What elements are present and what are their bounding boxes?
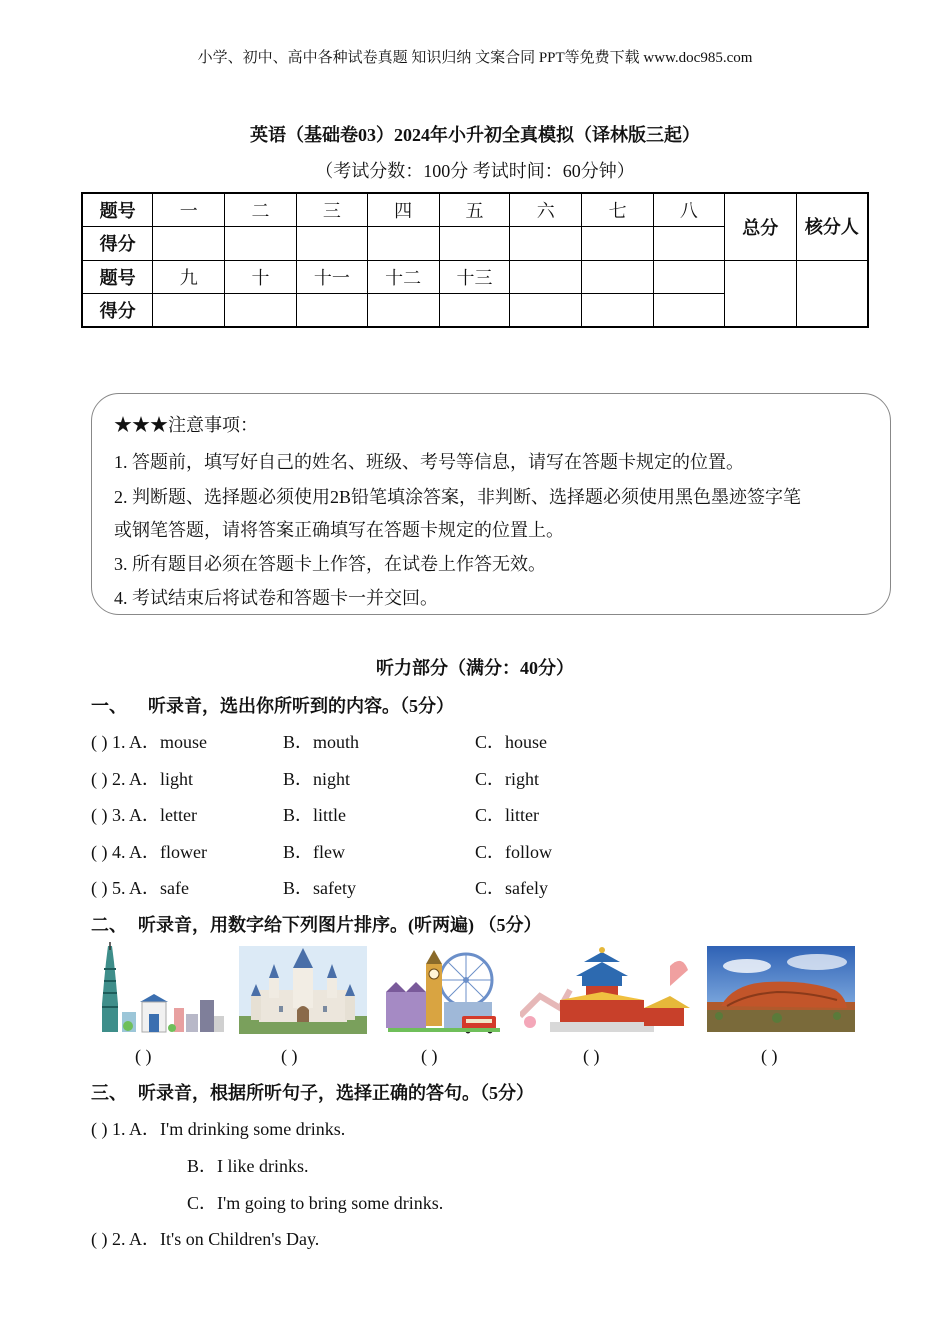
order-blank-5[interactable]: ( ) [761, 1046, 778, 1066]
score-cell[interactable] [225, 293, 297, 327]
exam-subtitle: （考试分数：100分 考试时间：60分钟） [315, 161, 635, 181]
qnum-cell: 十 [225, 260, 297, 293]
score-cell[interactable] [510, 226, 582, 260]
order-blank-2[interactable]: ( ) [281, 1046, 298, 1066]
score-cell[interactable] [510, 293, 582, 327]
score-cell[interactable] [439, 293, 510, 327]
section3-question-2: ( ) 2. A．It's on Children's Day. [91, 1229, 320, 1249]
score-cell[interactable] [582, 293, 654, 327]
notice-line: 3. 所有题目必须在答题卡上作答，在试卷上作答无效。 [114, 554, 546, 574]
order-blank-4[interactable]: ( ) [583, 1046, 600, 1066]
notice-line: 4. 考试结束后将试卷和答题卡一并交回。 [114, 588, 438, 608]
taipei-skyline-image [94, 942, 224, 1034]
score-cell[interactable] [296, 226, 367, 260]
order-blank-1[interactable]: ( ) [135, 1046, 152, 1066]
qnum-cell: 四 [367, 193, 439, 226]
qnum-cell: 八 [654, 193, 725, 226]
section3-number: 三、 [91, 1083, 127, 1103]
question-5: ( ) 5. A．safe [91, 878, 189, 898]
option-c: C．house [475, 732, 547, 752]
option-b: B．night [283, 769, 351, 789]
score-cell[interactable] [153, 226, 225, 260]
notice-line: 2. 判断题、选择题必须使用2B铅笔填涂答案，非判断、选择题必须使用黑色墨迹签字笔 [114, 487, 802, 507]
uluru-image [707, 946, 855, 1032]
checker-cell[interactable] [796, 260, 868, 327]
score-table [81, 192, 869, 328]
qnum-cell: 十三 [439, 260, 510, 293]
checker-label: 核分人 [796, 193, 868, 260]
score-label: 得分 [82, 226, 153, 260]
order-blank-3[interactable]: ( ) [421, 1046, 438, 1066]
option-c: C．right [475, 769, 540, 789]
score-label: 得分 [82, 293, 153, 327]
london-image [382, 946, 506, 1034]
section3-title: 听录音，根据所听句子，选择正确的答句。（5分） [138, 1083, 534, 1103]
total-score-cell[interactable] [724, 260, 796, 327]
question-2: ( ) 2. A．light [91, 769, 193, 789]
qnum-cell [654, 260, 725, 293]
question-4: ( ) 4. A．flower [91, 842, 207, 862]
option-c: C．follow [475, 842, 553, 862]
qnum-cell: 二 [225, 193, 297, 226]
qnum-cell: 六 [510, 193, 582, 226]
score-cell[interactable] [296, 293, 367, 327]
section2-title: 听录音，用数字给下列图片排序。(听两遍) （5分） [138, 915, 542, 935]
section3-question-1: ( ) 1. A．I'm drinking some drinks. [91, 1119, 346, 1139]
qnum-label: 题号 [82, 260, 153, 293]
option-b: B．little [283, 805, 346, 825]
beijing-image [520, 946, 690, 1034]
qnum-cell: 十二 [367, 260, 439, 293]
section3-q1-option-b: B．I like drinks. [187, 1156, 309, 1176]
qnum-label: 题号 [82, 193, 153, 226]
score-cell[interactable] [439, 226, 510, 260]
qnum-cell: 九 [153, 260, 225, 293]
notice-line: 或钢笔答题，请将答案正确填写在答题卡规定的位置上。 [114, 520, 564, 540]
qnum-cell [510, 260, 582, 293]
question-3: ( ) 3. A．letter [91, 805, 197, 825]
total-label: 总分 [724, 193, 796, 260]
section3-q1-option-c: C．I'm going to bring some drinks. [187, 1193, 444, 1213]
qnum-cell: 五 [439, 193, 510, 226]
score-cell[interactable] [654, 226, 725, 260]
exam-title: 英语（基础卷03）2024年小升初全真模拟（译林版三起） [250, 125, 700, 145]
option-b: B．flew [283, 842, 345, 862]
qnum-cell: 一 [153, 193, 225, 226]
castle-image [239, 946, 367, 1034]
qnum-cell: 三 [296, 193, 367, 226]
score-cell[interactable] [582, 226, 654, 260]
score-cell[interactable] [367, 226, 439, 260]
qnum-cell: 七 [582, 193, 654, 226]
score-cell[interactable] [654, 293, 725, 327]
site-header: 小学、初中、高中各种试卷真题 知识归纳 文案合同 PPT等免费下载 www.doc985.com [197, 50, 753, 66]
option-b: B．safety [283, 878, 356, 898]
score-cell[interactable] [153, 293, 225, 327]
listening-title: 听力部分（满分：40分） [376, 658, 574, 678]
option-b: B．mouth [283, 732, 360, 752]
notice-box [91, 393, 891, 615]
question-1: ( ) 1. A．mouse [91, 732, 207, 752]
notice-line: 1. 答题前，填写好自己的姓名、班级、考号等信息，请写在答题卡规定的位置。 [114, 452, 744, 472]
option-c: C．litter [475, 805, 539, 825]
section2-number: 二、 [91, 915, 127, 935]
score-cell[interactable] [367, 293, 439, 327]
score-cell[interactable] [225, 226, 297, 260]
qnum-cell: 十一 [296, 260, 367, 293]
section1-title: 听录音，选出你所听到的内容。（5分） [148, 696, 454, 716]
qnum-cell [582, 260, 654, 293]
notice-heading: ★★★注意事项： [114, 415, 258, 435]
option-c: C．safely [475, 878, 548, 898]
section1-number: 一、 [91, 696, 127, 716]
